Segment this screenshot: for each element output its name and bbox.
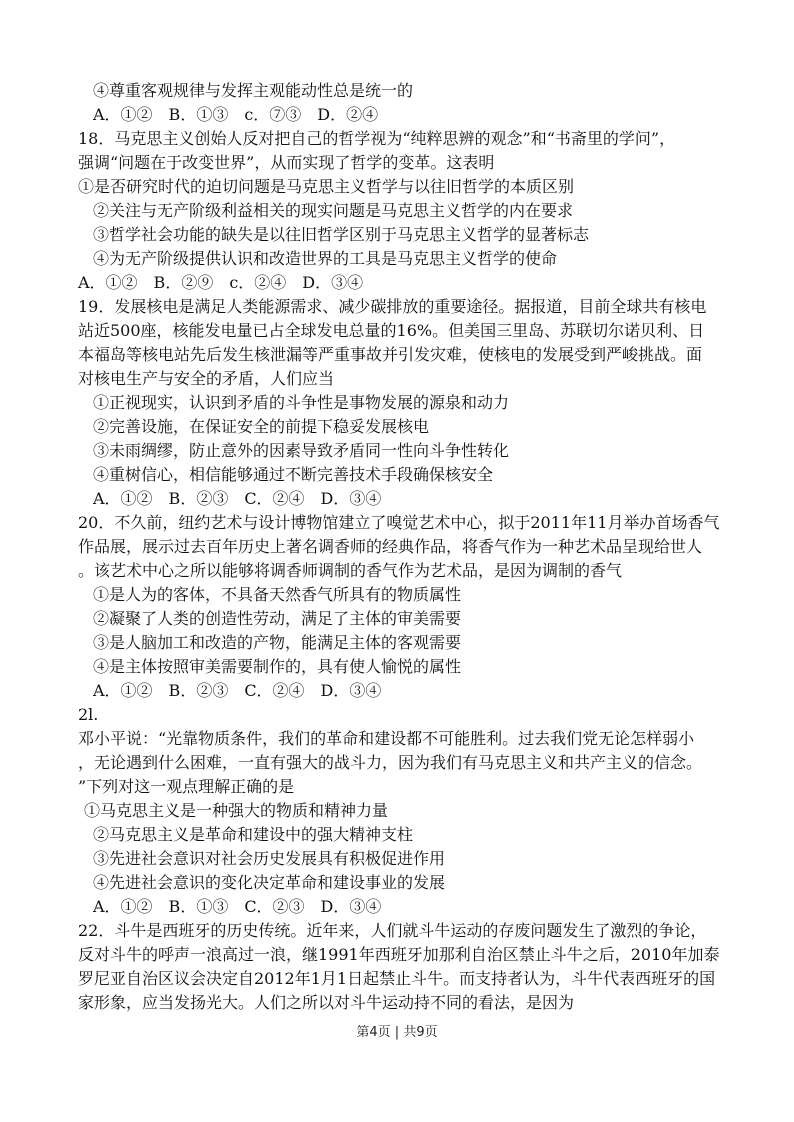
text-line: ④重树信心，相信能够通过不断完善技术手段确保核安全 bbox=[93, 465, 494, 484]
text-line: 反对斗牛的呼声一浪高过一浪，继1991年西班牙加那利自治区禁止斗牛之后，2010年加泰 bbox=[78, 945, 720, 964]
text-line: 对核电生产与安全的矛盾，人们应当 bbox=[78, 369, 335, 388]
answer-options: A．①② B．②③ C．②④ D．③④ bbox=[93, 681, 382, 700]
text-line: 罗尼亚自治区议会决定自2012年1月1日起禁止斗牛。而支持者认为，斗牛代表西班牙的国 bbox=[78, 969, 716, 988]
text-line: 家形象，应当发扬光大。人们之所以对斗牛运动持不同的看法，是因为 bbox=[78, 993, 575, 1012]
answer-options: A．①② B．②③ C．②④ D．③④ bbox=[93, 489, 382, 508]
text-line: ④先进社会意识的变化决定革命和建设事业的发展 bbox=[93, 873, 446, 892]
answer-options: A．①② B．①③ c．⑦③ D．②④ bbox=[93, 105, 379, 124]
text-line: ③哲学社会功能的缺失是以往旧哲学区别于马克思主义哲学的显著标志 bbox=[93, 225, 590, 244]
text-line: 站近500座，核能发电量已占全球发电总量的16%。但美国三里岛、苏联切尔诺贝利、日 bbox=[78, 321, 705, 340]
text-line: 作品展，展示过去百年历史上著名调香师的经典作品，将香气作为一种艺术品呈现给世人 bbox=[78, 537, 703, 556]
question-18: 18．马克思主义创始人反对把自己的哲学视为“纯粹思辨的观念”和“书斋里的学问”， bbox=[78, 129, 676, 148]
text-line: ④为无产阶级提供认识和改造世界的工具是马克思主义哲学的使命 bbox=[93, 249, 558, 268]
text-line: ①是否研究时代的迫切问题是马克思主义哲学与以往旧哲学的本质区别 bbox=[78, 177, 575, 196]
text-line: ②凝聚了人类的创造性劳动，满足了主体的审美需要 bbox=[93, 609, 462, 628]
text-line: ③未雨绸缪，防止意外的因素导致矛盾同一性向斗争性转化 bbox=[93, 441, 510, 460]
question-19: 19．发展核电是满足人类能源需求、减少碳排放的重要途径。据报道，目前全球共有核电 bbox=[78, 297, 707, 316]
answer-options: A．①② B．①③ C．②③ D．③④ bbox=[93, 897, 382, 916]
text-line: ②完善设施，在保证安全的前提下稳妥发展核电 bbox=[93, 417, 430, 436]
text-line: ③是人脑加工和改造的产物，能满足主体的客观需要 bbox=[93, 633, 462, 652]
text-line: ，无论遇到什么困难，一直有强大的战斗力，因为我们有马克思主义和共产主义的信念。 bbox=[78, 753, 703, 772]
text-line: 本福岛等核电站先后发生核泄漏等严重事故并引发灾难，使核电的发展受到严峻挑战。面 bbox=[78, 345, 703, 364]
text-line: ③先进社会意识对社会历史发展具有积极促进作用 bbox=[93, 849, 446, 868]
text-line: 。该艺术中心之所以能够将调香师调制的香气作为艺术品，是因为调制的香气 bbox=[78, 561, 623, 580]
text-line: 强调“问题在于改变世界”，从而实现了哲学的变革。这表明 bbox=[78, 153, 495, 172]
text-line: ②关注与无产阶级利益相关的现实问题是马克思主义哲学的内在要求 bbox=[93, 201, 574, 220]
question-20: 20．不久前，纽约艺术与设计博物馆建立了嗅觉艺术中心，拟于2011年11月举办首场香气 bbox=[78, 513, 720, 532]
text-line: ④尊重客观规律与发挥主观能动性总是统一的 bbox=[93, 81, 414, 100]
answer-options: A．①② B．②⑨ c．②④ D．③④ bbox=[78, 273, 364, 292]
question-22: 22．斗牛是西班牙的历史传统。近年来，人们就斗牛运动的存废问题发生了激烈的争论， bbox=[78, 921, 707, 940]
text-line: 邓小平说：“光靠物质条件，我们的革命和建设都不可能胜利。过去我们党无论怎样弱小 bbox=[78, 729, 695, 748]
page-footer: 第4页 | 共9页 bbox=[356, 1025, 438, 1040]
question-21: 2l. bbox=[78, 705, 99, 724]
text-line: ①是人为的客体，不具备天然香气所具有的物质属性 bbox=[93, 585, 462, 604]
text-line: ①正视现实，认识到矛盾的斗争性是事物发展的源泉和动力 bbox=[93, 393, 510, 412]
text-line: ”下列对这一观点理解正确的是 bbox=[78, 777, 295, 796]
text-line: ①马克思主义是一种强大的物质和精神力量 bbox=[84, 801, 389, 820]
text-line: ④是主体按照审美需要制作的，具有使人愉悦的属性 bbox=[93, 657, 462, 676]
text-line: ②马克思主义是革命和建设中的强大精神支柱 bbox=[93, 825, 414, 844]
